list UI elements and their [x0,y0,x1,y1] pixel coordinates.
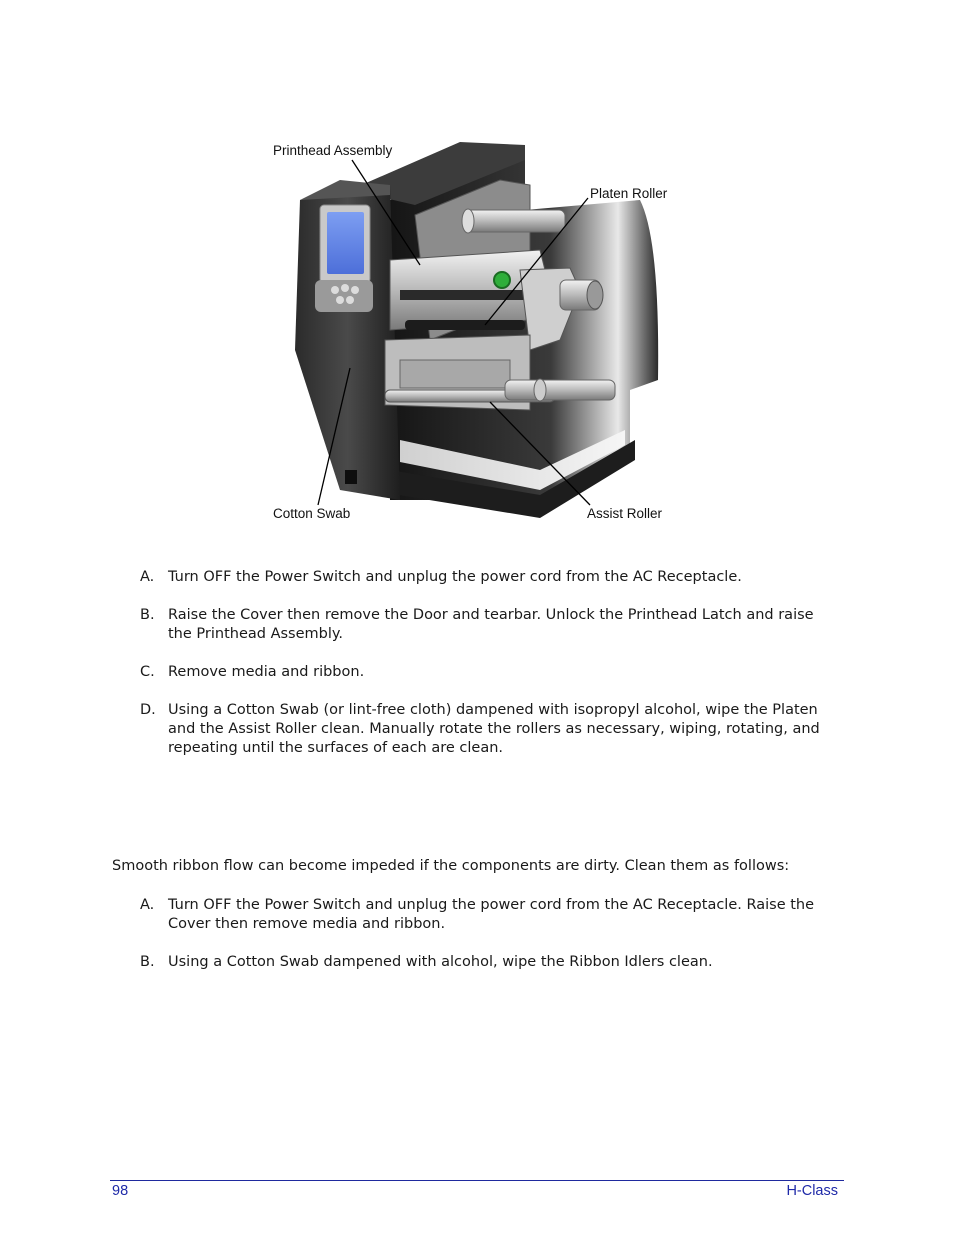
callout-assist-roller: Assist Roller [587,506,663,521]
step-letter: B. [140,607,155,623]
step-letter: B. [140,954,155,970]
platen-cleaning-steps [140,568,840,758]
step-text: Using a Cotton Swab (or lint-free cloth) dampened with isopropyl alcohol, wipe the Platen and the Assist Roller clean. Manually rotate the rollers as necessary, wiping, rotating, and repeating until the surfaces of each are clean. [168,702,820,756]
step-letter: A. [140,897,155,913]
ribbon-cleaning-intro: Smooth ribbon flow can become impeded if the components are dirty. Clean them as follows: [112,858,790,874]
callout-platen-roller: Platen Roller [590,186,668,201]
page-number: 98 [112,1183,129,1199]
step-text: Turn OFF the Power Switch and unplug the power cord from the AC Receptacle. Raise the Cover then remove media and ribbon. [168,897,815,932]
list-item [140,953,840,972]
printer-figure [240,140,700,530]
step-text: Turn OFF the Power Switch and unplug the power cord from the AC Receptacle. [168,569,742,585]
callout-cotton-swab: Cotton Swab [273,506,351,521]
step-letter: A. [140,569,155,585]
step-letter: C. [140,664,155,680]
ribbon-idler-cleaning-steps [140,896,840,972]
list-item [140,568,840,587]
list-item [140,606,840,644]
footer-divider [110,1180,844,1181]
step-text: Using a Cotton Swab dampened with alcohol, wipe the Ribbon Idlers clean. [168,954,713,970]
list-item [140,663,840,682]
step-text: Raise the Cover then remove the Door and tearbar. Unlock the Printhead Latch and raise the Printhead Assembly. [168,607,814,642]
list-item [140,701,840,758]
step-text: Remove media and ribbon. [168,664,365,680]
list-item [140,896,840,934]
callout-printhead-assembly: Printhead Assembly [273,143,393,158]
step-letter: D. [140,702,156,718]
product-name: H-Class [786,1183,838,1199]
